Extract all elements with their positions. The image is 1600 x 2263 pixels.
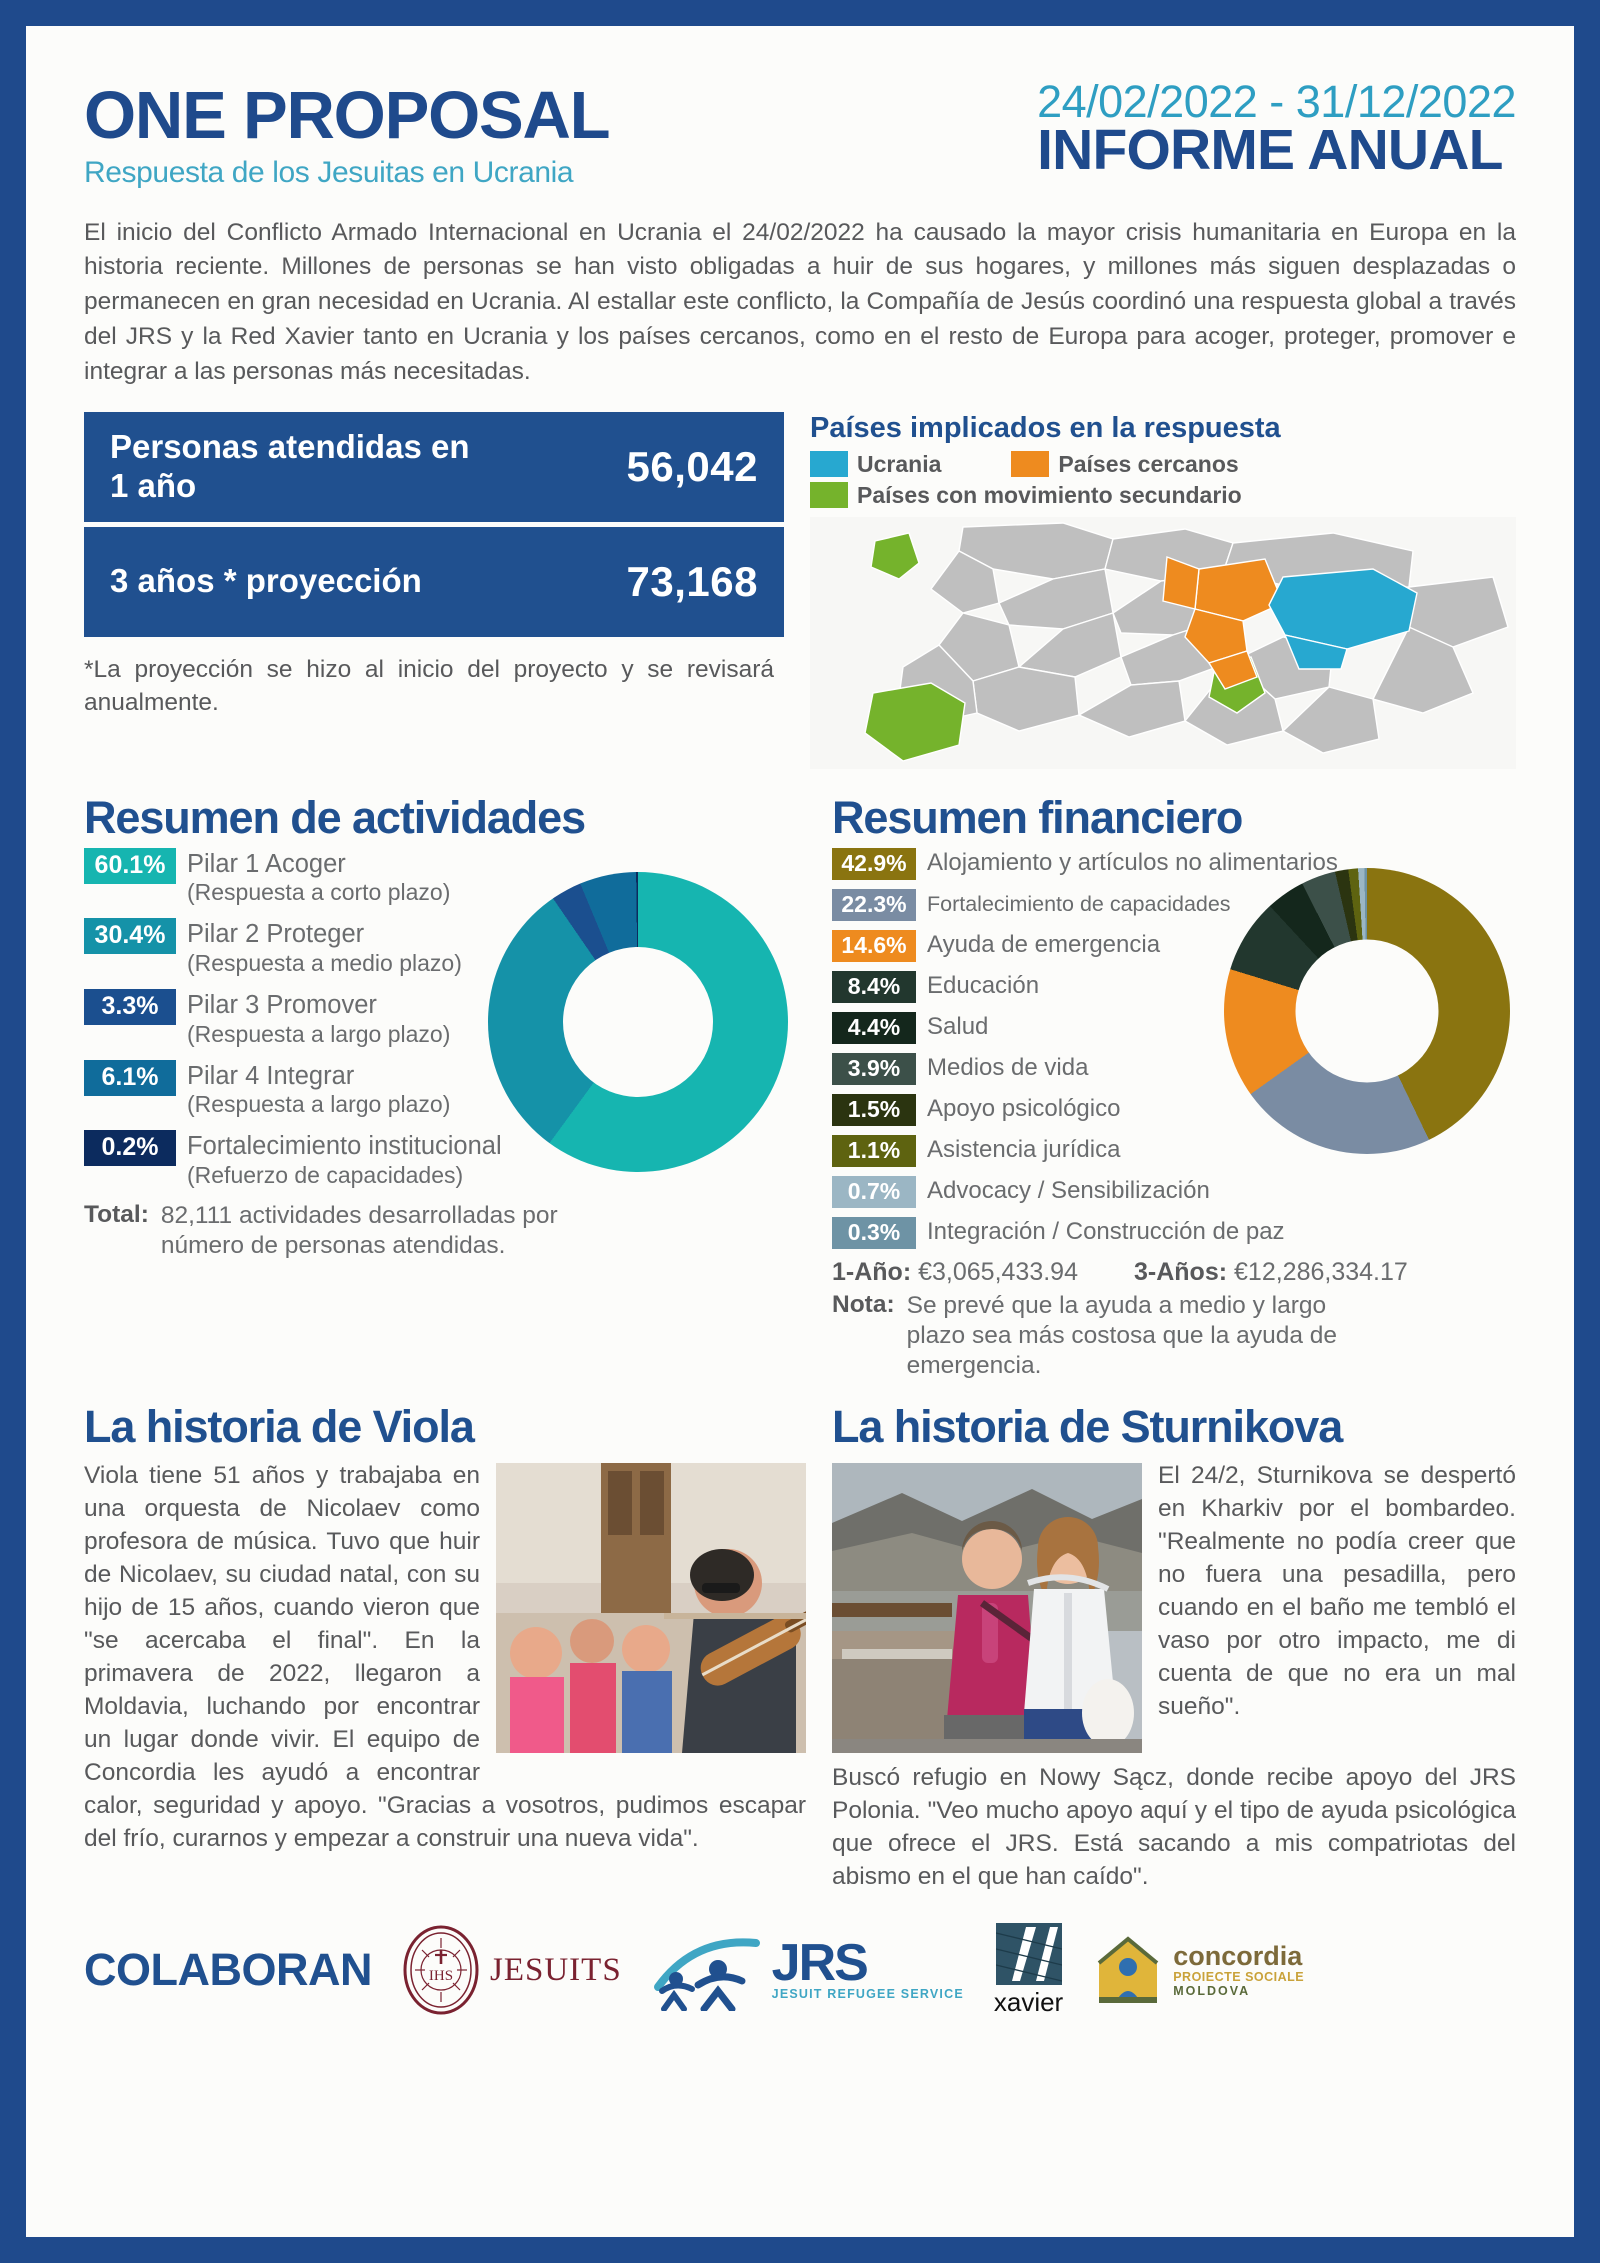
story-text: El 24/2, Sturnikova se despertó en Kharkiv por el bombardeo. "Realmente no podía creer que no fuera una pesadilla, pero cuando en el baño me tembló el vaso por otro impacto, me di cuenta de que no era un mal sueño". [1158,1461,1516,1721]
percent-chip: 3.3% [84,989,176,1025]
page-title: ONE PROPOSAL [84,78,610,153]
note-label: Nota: [832,1290,895,1318]
stat-value: 56,042 [626,442,758,490]
percent-chip: 1.5% [832,1094,916,1126]
legend-label: Fortalecimiento de capacidades [927,891,1231,916]
legend-label: Países cercanos [1058,450,1239,477]
map-legend-item-movimiento-secundario [810,482,1242,509]
story-text-2: Buscó refugio en Nowy Sącz, donde recibe apoyo del JRS Polonia. "Veo mucho apoyo aquí y el tipo de ayuda psicológica que ofrece el JRS. Está sacando a mis compatriotas del abismo en el que han caído". [832,1763,1516,1890]
concordia-text-block [1173,1940,1305,1998]
legend-label: Países con movimiento secundario [857,481,1242,508]
legend-sublabel: (Respuesta a largo plazo) [187,1020,451,1047]
legend-sublabel: (Respuesta a corto plazo) [187,879,451,906]
legend-swatch-icon [1011,451,1049,477]
activities-legend-item [84,918,806,977]
financial-title: Resumen financiero [832,791,1243,843]
legend-sublabel: (Respuesta a medio plazo) [187,949,462,976]
legend-label: Alojamiento y artículos no alimentarios [927,849,1338,877]
legend-label: Ucrania [857,450,942,477]
jesuits-logo[interactable] [402,1924,622,2016]
legend-body [187,848,450,907]
financial-legend-item [832,930,1516,962]
activities-panel [84,791,806,1382]
legend-sublabel: (Respuesta a largo plazo) [187,1091,451,1118]
financial-legend-item [832,971,1516,1003]
story-text: Viola tiene 51 años y trabajaba en una orquesta de Nicolaev como profesora de música. Tuvo que huir de Nicolaev, su ciudad natal, con su hijo de 15 años, cuando vieron que "se acercaba el final". En la primavera de 2022, llegaron a Moldavia, luchando por encontrar un lugar donde vivir. El equipo de Concordia les ayudó a encontrar calor, seguridad y apoyo. "Gracias a vosotros, pudimos escapar del frío, curarnos y empezar a construir una nueva vida". [84,1461,806,1853]
footer [84,1919,1516,2018]
one-year-label: 1-Año: [832,1257,912,1286]
one-year-amount [832,1258,1078,1287]
financial-body [832,848,1516,1382]
percent-chip: 42.9% [832,848,916,880]
jrs-text-block [771,1934,964,2001]
colaboran-label: COLABORAN [84,1944,372,1996]
page-subtitle: Respuesta de los Jesuitas en Ucrania [84,155,574,189]
percent-chip: 8.4% [832,971,916,1003]
xavier-logo[interactable] [994,1923,1063,2018]
legend-body [187,989,450,1048]
summary-panels [84,791,1516,1382]
legend-label: Pilar 2 Proteger [187,920,365,949]
jrs-people-icon [652,1929,762,2011]
three-year-amount [1134,1258,1408,1287]
financial-legend [832,848,1516,1382]
stat-label: 3 años * proyección [110,562,422,600]
projection-footnote: *La proyección se hizo al inicio del proyecto y se revisará anualmente. [84,655,774,717]
activities-body [84,848,806,1262]
note-text: Se prevé que la ayuda a medio y largo plazo sea más costosa que la ayuda de emergencia. [906,1291,1337,1380]
svg-text:IHS: IHS [428,1968,454,1985]
legend-label: Fortalecimiento institucional [187,1132,502,1161]
stats-column [84,412,784,769]
xavier-mark-icon [996,1923,1062,1985]
percent-chip: 60.1% [84,848,176,884]
legend-label: Asistencia jurídica [927,1136,1121,1164]
percent-chip: 1.1% [832,1135,916,1167]
activities-title: Resumen de actividades [84,791,586,843]
legend-body [187,1060,450,1119]
stat-label: Personas atendidas en 1 año [110,427,470,504]
report-type: INFORME ANUAL [1037,118,1503,183]
story-photo-viola [496,1463,806,1753]
jrs-label: JRS [771,1934,867,1993]
financial-note [832,1291,1516,1382]
financial-legend-item [832,1053,1516,1085]
stats-map-row [84,412,1516,769]
legend-label: Educación [927,972,1040,1000]
concordia-sublabel-2: MOLDOVA [1173,1983,1251,1998]
story-photo-sturnikova [832,1463,1142,1753]
legend-label: Pilar 4 Integrar [187,1061,355,1090]
legend-label: Ayuda de emergencia [927,931,1161,959]
three-year-label: 3-Años: [1134,1257,1228,1286]
story-title: La historia de Sturnikova [832,1400,1343,1452]
map-legend-row-2 [810,482,1516,509]
europe-map [810,517,1516,769]
total-text: 82,111 actividades desarrolladas por número de personas atendidas. [160,1202,558,1260]
financial-legend-item [832,889,1516,921]
three-year-value: €12,286,334.17 [1234,1257,1408,1286]
financial-amounts [832,1258,1516,1287]
legend-label: Apoyo psicológico [927,1095,1121,1123]
map-title: Países implicados en la respuesta [810,411,1281,444]
legend-swatch-icon [810,451,848,477]
ihs-seal-icon [402,1924,480,2016]
percent-chip: 6.1% [84,1060,176,1096]
legend-body [187,918,462,977]
concordia-sublabel: PROIECTE SOCIALE [1173,1969,1305,1984]
activities-legend-item [84,1060,806,1119]
activities-legend-item [84,1130,806,1189]
activities-legend-item [84,848,806,907]
legend-sublabel: (Refuerzo de capacidades) [187,1161,464,1188]
story-sturnikova [832,1400,1516,1893]
legend-label: Medios de vida [927,1054,1089,1082]
jrs-sublabel: JESUIT REFUGEE SERVICE [771,1986,964,2001]
legend-body [187,1130,502,1189]
activities-legend-item [84,989,806,1048]
percent-chip: 3.9% [832,1053,916,1085]
header-right [1037,70,1516,183]
financial-legend-item [832,1176,1516,1208]
financial-legend-item [832,848,1516,880]
financial-legend-item [832,1012,1516,1044]
percent-chip: 14.6% [832,930,916,962]
activities-legend [84,848,806,1262]
financial-legend-item [832,1217,1516,1249]
activities-total [84,1201,806,1262]
total-label: Total: [84,1201,149,1229]
legend-label: Integración / Construcción de paz [927,1218,1285,1246]
percent-chip: 0.2% [84,1130,176,1166]
date-range: 24/02/2022 - 31/12/2022 [1037,76,1516,127]
stat-box-people-1year [84,412,784,522]
financial-panel [832,791,1516,1382]
map-legend-item-paises-cercanos [1011,451,1238,478]
legend-swatch-icon [810,482,848,508]
stat-value: 73,168 [626,557,758,605]
financial-legend-item [832,1094,1516,1126]
map-legend-item-ucrania [810,451,941,478]
jrs-logo[interactable] [652,1929,964,2011]
jesuits-label: JESUITS [489,1951,622,1988]
story-title: La historia de Viola [84,1400,474,1452]
stat-box-projection-3years [84,527,784,637]
europe-map-svg [810,517,1516,769]
percent-chip: 30.4% [84,918,176,954]
one-year-value: €3,065,433.94 [918,1257,1078,1286]
intro-paragraph: El inicio del Conflicto Armado Internacional en Ucrania el 24/02/2022 ha causado la mayor crisis humanitaria en Europa en la historia reciente. Millones de personas se han visto obligadas a huir de sus hogares, y millones más siguen desplazadas o permanecen en gran necesidad en Ucrania. Al estallar este conflicto, la Compañía de Jesús coordinó una respuesta global a través del JRS y la Red Xavier tanto en Ucrania y los países cercanos, como en el resto de Europa para acoger, proteger, promover e integrar a las personas más necesitadas. [84,218,1516,385]
two-women-photo-svg [832,1463,1142,1753]
story-viola [84,1400,806,1893]
map-column [810,412,1516,769]
poster-sheet [26,26,1574,2237]
percent-chip: 22.3% [832,889,916,921]
header [84,70,1516,190]
legend-label: Salud [927,1013,989,1041]
xavier-label: xavier [993,1986,1064,2017]
legend-label: Pilar 3 Promover [187,990,377,1019]
percent-chip: 4.4% [832,1012,916,1044]
concordia-house-icon [1093,1933,1163,2007]
concordia-label: concordia [1173,1940,1303,1971]
percent-chip: 0.3% [832,1217,916,1249]
percent-chip: 0.7% [832,1176,916,1208]
legend-label: Advocacy / Sensibilización [927,1177,1210,1205]
map-legend-row-1 [810,451,1516,478]
header-left [84,70,609,190]
legend-label: Pilar 1 Acoger [187,849,346,878]
stories-row [84,1400,1516,1893]
violin-photo-svg [496,1463,806,1753]
financial-legend-item [832,1135,1516,1167]
concordia-logo[interactable] [1093,1933,1304,2007]
